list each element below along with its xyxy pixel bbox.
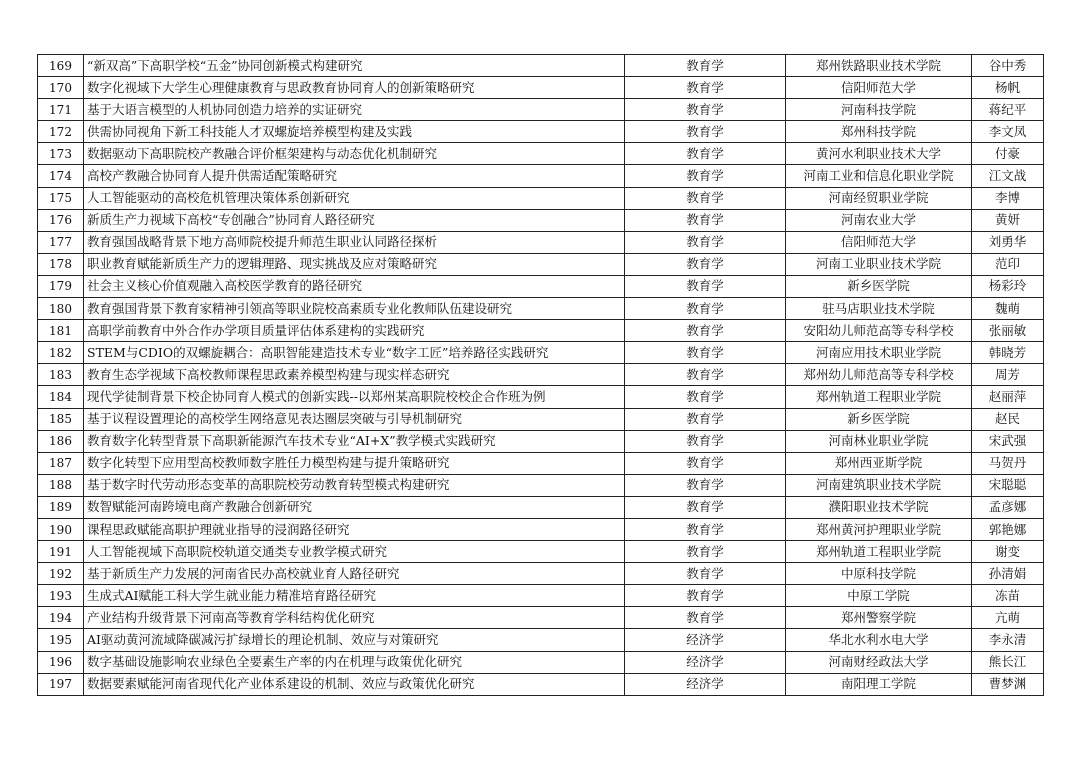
row-number: 192 bbox=[38, 563, 84, 585]
institution: 郑州科技学院 bbox=[786, 121, 972, 143]
institution: 中原工学院 bbox=[786, 585, 972, 607]
discipline: 教育学 bbox=[625, 386, 786, 408]
principal-investigator: 孙清娟 bbox=[972, 563, 1044, 585]
principal-investigator: 杨帆 bbox=[972, 77, 1044, 99]
institution: 郑州铁路职业技术学院 bbox=[786, 55, 972, 77]
institution: 郑州西亚斯学院 bbox=[786, 452, 972, 474]
project-title: 数字基础设施影响农业绿色全要素生产率的内在机理与政策优化研究 bbox=[84, 651, 625, 673]
table-row bbox=[38, 165, 1044, 187]
table-row bbox=[38, 275, 1044, 297]
institution: 中原科技学院 bbox=[786, 563, 972, 585]
principal-investigator: 范印 bbox=[972, 253, 1044, 275]
institution: 河南农业大学 bbox=[786, 209, 972, 231]
table-row bbox=[38, 430, 1044, 452]
principal-investigator: 宋武强 bbox=[972, 430, 1044, 452]
discipline: 教育学 bbox=[625, 585, 786, 607]
discipline: 教育学 bbox=[625, 275, 786, 297]
discipline: 教育学 bbox=[625, 165, 786, 187]
discipline: 教育学 bbox=[625, 77, 786, 99]
row-number: 179 bbox=[38, 275, 84, 297]
table-row bbox=[38, 77, 1044, 99]
table-row bbox=[38, 364, 1044, 386]
institution: 河南应用技术职业学院 bbox=[786, 342, 972, 364]
institution: 郑州轨道工程职业学院 bbox=[786, 541, 972, 563]
table-row bbox=[38, 452, 1044, 474]
table-row bbox=[38, 629, 1044, 651]
table-row bbox=[38, 320, 1044, 342]
table-row bbox=[38, 143, 1044, 165]
discipline: 教育学 bbox=[625, 607, 786, 629]
institution: 郑州黄河护理职业学院 bbox=[786, 518, 972, 540]
principal-investigator: 江文战 bbox=[972, 165, 1044, 187]
institution: 信阳师范大学 bbox=[786, 77, 972, 99]
table-row bbox=[38, 386, 1044, 408]
principal-investigator: 郭艳娜 bbox=[972, 518, 1044, 540]
table-row bbox=[38, 231, 1044, 253]
institution: 河南工业职业技术学院 bbox=[786, 253, 972, 275]
row-number: 183 bbox=[38, 364, 84, 386]
project-title: 人工智能驱动的高校危机管理决策体系创新研究 bbox=[84, 187, 625, 209]
principal-investigator: 刘勇华 bbox=[972, 231, 1044, 253]
discipline: 教育学 bbox=[625, 99, 786, 121]
principal-investigator: 付豪 bbox=[972, 143, 1044, 165]
project-title: 生成式AI赋能工科大学生就业能力精准培育路径研究 bbox=[84, 585, 625, 607]
discipline: 教育学 bbox=[625, 496, 786, 518]
table-row bbox=[38, 99, 1044, 121]
table-row bbox=[38, 187, 1044, 209]
project-title: 人工智能视域下高职院校轨道交通类专业教学模式研究 bbox=[84, 541, 625, 563]
principal-investigator: 冻苗 bbox=[972, 585, 1044, 607]
principal-investigator: 谢变 bbox=[972, 541, 1044, 563]
principal-investigator: 黄妍 bbox=[972, 209, 1044, 231]
table-row bbox=[38, 253, 1044, 275]
row-number: 172 bbox=[38, 121, 84, 143]
row-number: 171 bbox=[38, 99, 84, 121]
row-number: 190 bbox=[38, 518, 84, 540]
table-row bbox=[38, 408, 1044, 430]
principal-investigator: 马贺丹 bbox=[972, 452, 1044, 474]
project-title: 数字化视域下大学生心理健康教育与思政教育协同育人的创新策略研究 bbox=[84, 77, 625, 99]
row-number: 173 bbox=[38, 143, 84, 165]
project-title: 基于数字时代劳动形态变革的高职院校劳动教育转型模式构建研究 bbox=[84, 474, 625, 496]
principal-investigator: 李永清 bbox=[972, 629, 1044, 651]
project-title: 教育强国背景下教育家精神引领高等职业院校高素质专业化教师队伍建设研究 bbox=[84, 298, 625, 320]
institution: 黄河水利职业技术大学 bbox=[786, 143, 972, 165]
row-number: 175 bbox=[38, 187, 84, 209]
discipline: 教育学 bbox=[625, 474, 786, 496]
project-title: 供需协同视角下新工科技能人才双螺旋培养模型构建及实践 bbox=[84, 121, 625, 143]
project-title: 基于新质生产力发展的河南省民办高校就业育人路径研究 bbox=[84, 563, 625, 585]
discipline: 教育学 bbox=[625, 342, 786, 364]
principal-investigator: 魏萌 bbox=[972, 298, 1044, 320]
table-row bbox=[38, 342, 1044, 364]
project-title: 社会主义核心价值观融入高校医学教育的路径研究 bbox=[84, 275, 625, 297]
institution: 河南林业职业学院 bbox=[786, 430, 972, 452]
row-number: 187 bbox=[38, 452, 84, 474]
institution: 河南经贸职业学院 bbox=[786, 187, 972, 209]
row-number: 189 bbox=[38, 496, 84, 518]
row-number: 176 bbox=[38, 209, 84, 231]
project-title: 教育强国战略背景下地方高师院校提升师范生职业认同路径探析 bbox=[84, 231, 625, 253]
row-number: 188 bbox=[38, 474, 84, 496]
project-title: 职业教育赋能新质生产力的逻辑理路、现实挑战及应对策略研究 bbox=[84, 253, 625, 275]
institution: 郑州警察学院 bbox=[786, 607, 972, 629]
row-number: 170 bbox=[38, 77, 84, 99]
institution: 河南建筑职业技术学院 bbox=[786, 474, 972, 496]
discipline: 经济学 bbox=[625, 629, 786, 651]
project-title: AI驱动黄河流域降碳减污扩绿增长的理论机制、效应与对策研究 bbox=[84, 629, 625, 651]
principal-investigator: 曹梦渊 bbox=[972, 673, 1044, 695]
discipline: 教育学 bbox=[625, 364, 786, 386]
project-title: 现代学徒制背景下校企协同育人模式的创新实践--以郑州某高职院校校企合作班为例 bbox=[84, 386, 625, 408]
discipline: 教育学 bbox=[625, 143, 786, 165]
principal-investigator: 谷中秀 bbox=[972, 55, 1044, 77]
row-number: 185 bbox=[38, 408, 84, 430]
table-body bbox=[38, 55, 1044, 696]
table-row bbox=[38, 496, 1044, 518]
row-number: 196 bbox=[38, 651, 84, 673]
institution: 新乡医学院 bbox=[786, 408, 972, 430]
row-number: 180 bbox=[38, 298, 84, 320]
table-row bbox=[38, 518, 1044, 540]
project-title: 数据驱动下高职院校产教融合评价框架建构与动态优化机制研究 bbox=[84, 143, 625, 165]
principal-investigator: 宋聪聪 bbox=[972, 474, 1044, 496]
discipline: 教育学 bbox=[625, 298, 786, 320]
institution: 河南财经政法大学 bbox=[786, 651, 972, 673]
project-title: 课程思政赋能高职护理就业指导的浸润路径研究 bbox=[84, 518, 625, 540]
project-title: 教育生态学视域下高校教师课程思政素养模型构建与现实样态研究 bbox=[84, 364, 625, 386]
table-row bbox=[38, 673, 1044, 695]
discipline: 教育学 bbox=[625, 121, 786, 143]
discipline: 教育学 bbox=[625, 541, 786, 563]
project-title: 数智赋能河南跨境电商产教融合创新研究 bbox=[84, 496, 625, 518]
row-number: 182 bbox=[38, 342, 84, 364]
table-row bbox=[38, 298, 1044, 320]
principal-investigator: 赵民 bbox=[972, 408, 1044, 430]
institution: 驻马店职业技术学院 bbox=[786, 298, 972, 320]
row-number: 184 bbox=[38, 386, 84, 408]
discipline: 教育学 bbox=[625, 518, 786, 540]
project-title: 数据要素赋能河南省现代化产业体系建设的机制、效应与政策优化研究 bbox=[84, 673, 625, 695]
row-number: 174 bbox=[38, 165, 84, 187]
table-row bbox=[38, 563, 1044, 585]
principal-investigator: 杨彩玲 bbox=[972, 275, 1044, 297]
discipline: 教育学 bbox=[625, 253, 786, 275]
project-title: 教育数字化转型背景下高职新能源汽车技术专业“AI+X”教学模式实践研究 bbox=[84, 430, 625, 452]
discipline: 教育学 bbox=[625, 55, 786, 77]
row-number: 178 bbox=[38, 253, 84, 275]
row-number: 169 bbox=[38, 55, 84, 77]
institution: 华北水利水电大学 bbox=[786, 629, 972, 651]
table-row bbox=[38, 651, 1044, 673]
principal-investigator: 蒋纪平 bbox=[972, 99, 1044, 121]
principal-investigator: 周芳 bbox=[972, 364, 1044, 386]
row-number: 177 bbox=[38, 231, 84, 253]
row-number: 195 bbox=[38, 629, 84, 651]
principal-investigator: 韩晓芳 bbox=[972, 342, 1044, 364]
discipline: 教育学 bbox=[625, 563, 786, 585]
principal-investigator: 亢萌 bbox=[972, 607, 1044, 629]
discipline: 教育学 bbox=[625, 320, 786, 342]
project-title: STEM与CDIO的双螺旋耦合：高职智能建造技术专业“数字工匠”培养路径实践研究 bbox=[84, 342, 625, 364]
project-title: “新双高”下高职学校“五金”协同创新模式构建研究 bbox=[84, 55, 625, 77]
project-title: 产业结构升级背景下河南高等教育学科结构优化研究 bbox=[84, 607, 625, 629]
table-row bbox=[38, 474, 1044, 496]
discipline: 教育学 bbox=[625, 231, 786, 253]
institution: 河南科技学院 bbox=[786, 99, 972, 121]
institution: 新乡医学院 bbox=[786, 275, 972, 297]
principal-investigator: 孟彦娜 bbox=[972, 496, 1044, 518]
row-number: 186 bbox=[38, 430, 84, 452]
row-number: 191 bbox=[38, 541, 84, 563]
discipline: 教育学 bbox=[625, 430, 786, 452]
principal-investigator: 张丽敏 bbox=[972, 320, 1044, 342]
row-number: 197 bbox=[38, 673, 84, 695]
row-number: 194 bbox=[38, 607, 84, 629]
row-number: 193 bbox=[38, 585, 84, 607]
project-title: 基于大语言模型的人机协同创造力培养的实证研究 bbox=[84, 99, 625, 121]
discipline: 教育学 bbox=[625, 209, 786, 231]
project-title: 新质生产力视域下高校“专创融合”协同育人路径研究 bbox=[84, 209, 625, 231]
institution: 河南工业和信息化职业学院 bbox=[786, 165, 972, 187]
institution: 濮阳职业技术学院 bbox=[786, 496, 972, 518]
principal-investigator: 李博 bbox=[972, 187, 1044, 209]
institution: 郑州轨道工程职业学院 bbox=[786, 386, 972, 408]
table-row bbox=[38, 541, 1044, 563]
discipline: 教育学 bbox=[625, 452, 786, 474]
row-number: 181 bbox=[38, 320, 84, 342]
discipline: 经济学 bbox=[625, 673, 786, 695]
project-title: 基于议程设置理论的高校学生网络意见表达圈层突破与引导机制研究 bbox=[84, 408, 625, 430]
institution: 郑州幼儿师范高等专科学校 bbox=[786, 364, 972, 386]
project-list-table bbox=[37, 54, 1044, 696]
principal-investigator: 李文凤 bbox=[972, 121, 1044, 143]
principal-investigator: 熊长江 bbox=[972, 651, 1044, 673]
table-row bbox=[38, 585, 1044, 607]
principal-investigator: 赵丽萍 bbox=[972, 386, 1044, 408]
discipline: 经济学 bbox=[625, 651, 786, 673]
table-row bbox=[38, 209, 1044, 231]
institution: 安阳幼儿师范高等专科学校 bbox=[786, 320, 972, 342]
discipline: 教育学 bbox=[625, 408, 786, 430]
project-title: 数字化转型下应用型高校教师数字胜任力模型构建与提升策略研究 bbox=[84, 452, 625, 474]
table-row bbox=[38, 121, 1044, 143]
project-title: 高职学前教育中外合作办学项目质量评估体系建构的实践研究 bbox=[84, 320, 625, 342]
institution: 南阳理工学院 bbox=[786, 673, 972, 695]
table-row bbox=[38, 55, 1044, 77]
discipline: 教育学 bbox=[625, 187, 786, 209]
table-row bbox=[38, 607, 1044, 629]
project-title: 高校产教融合协同育人提升供需适配策略研究 bbox=[84, 165, 625, 187]
institution: 信阳师范大学 bbox=[786, 231, 972, 253]
